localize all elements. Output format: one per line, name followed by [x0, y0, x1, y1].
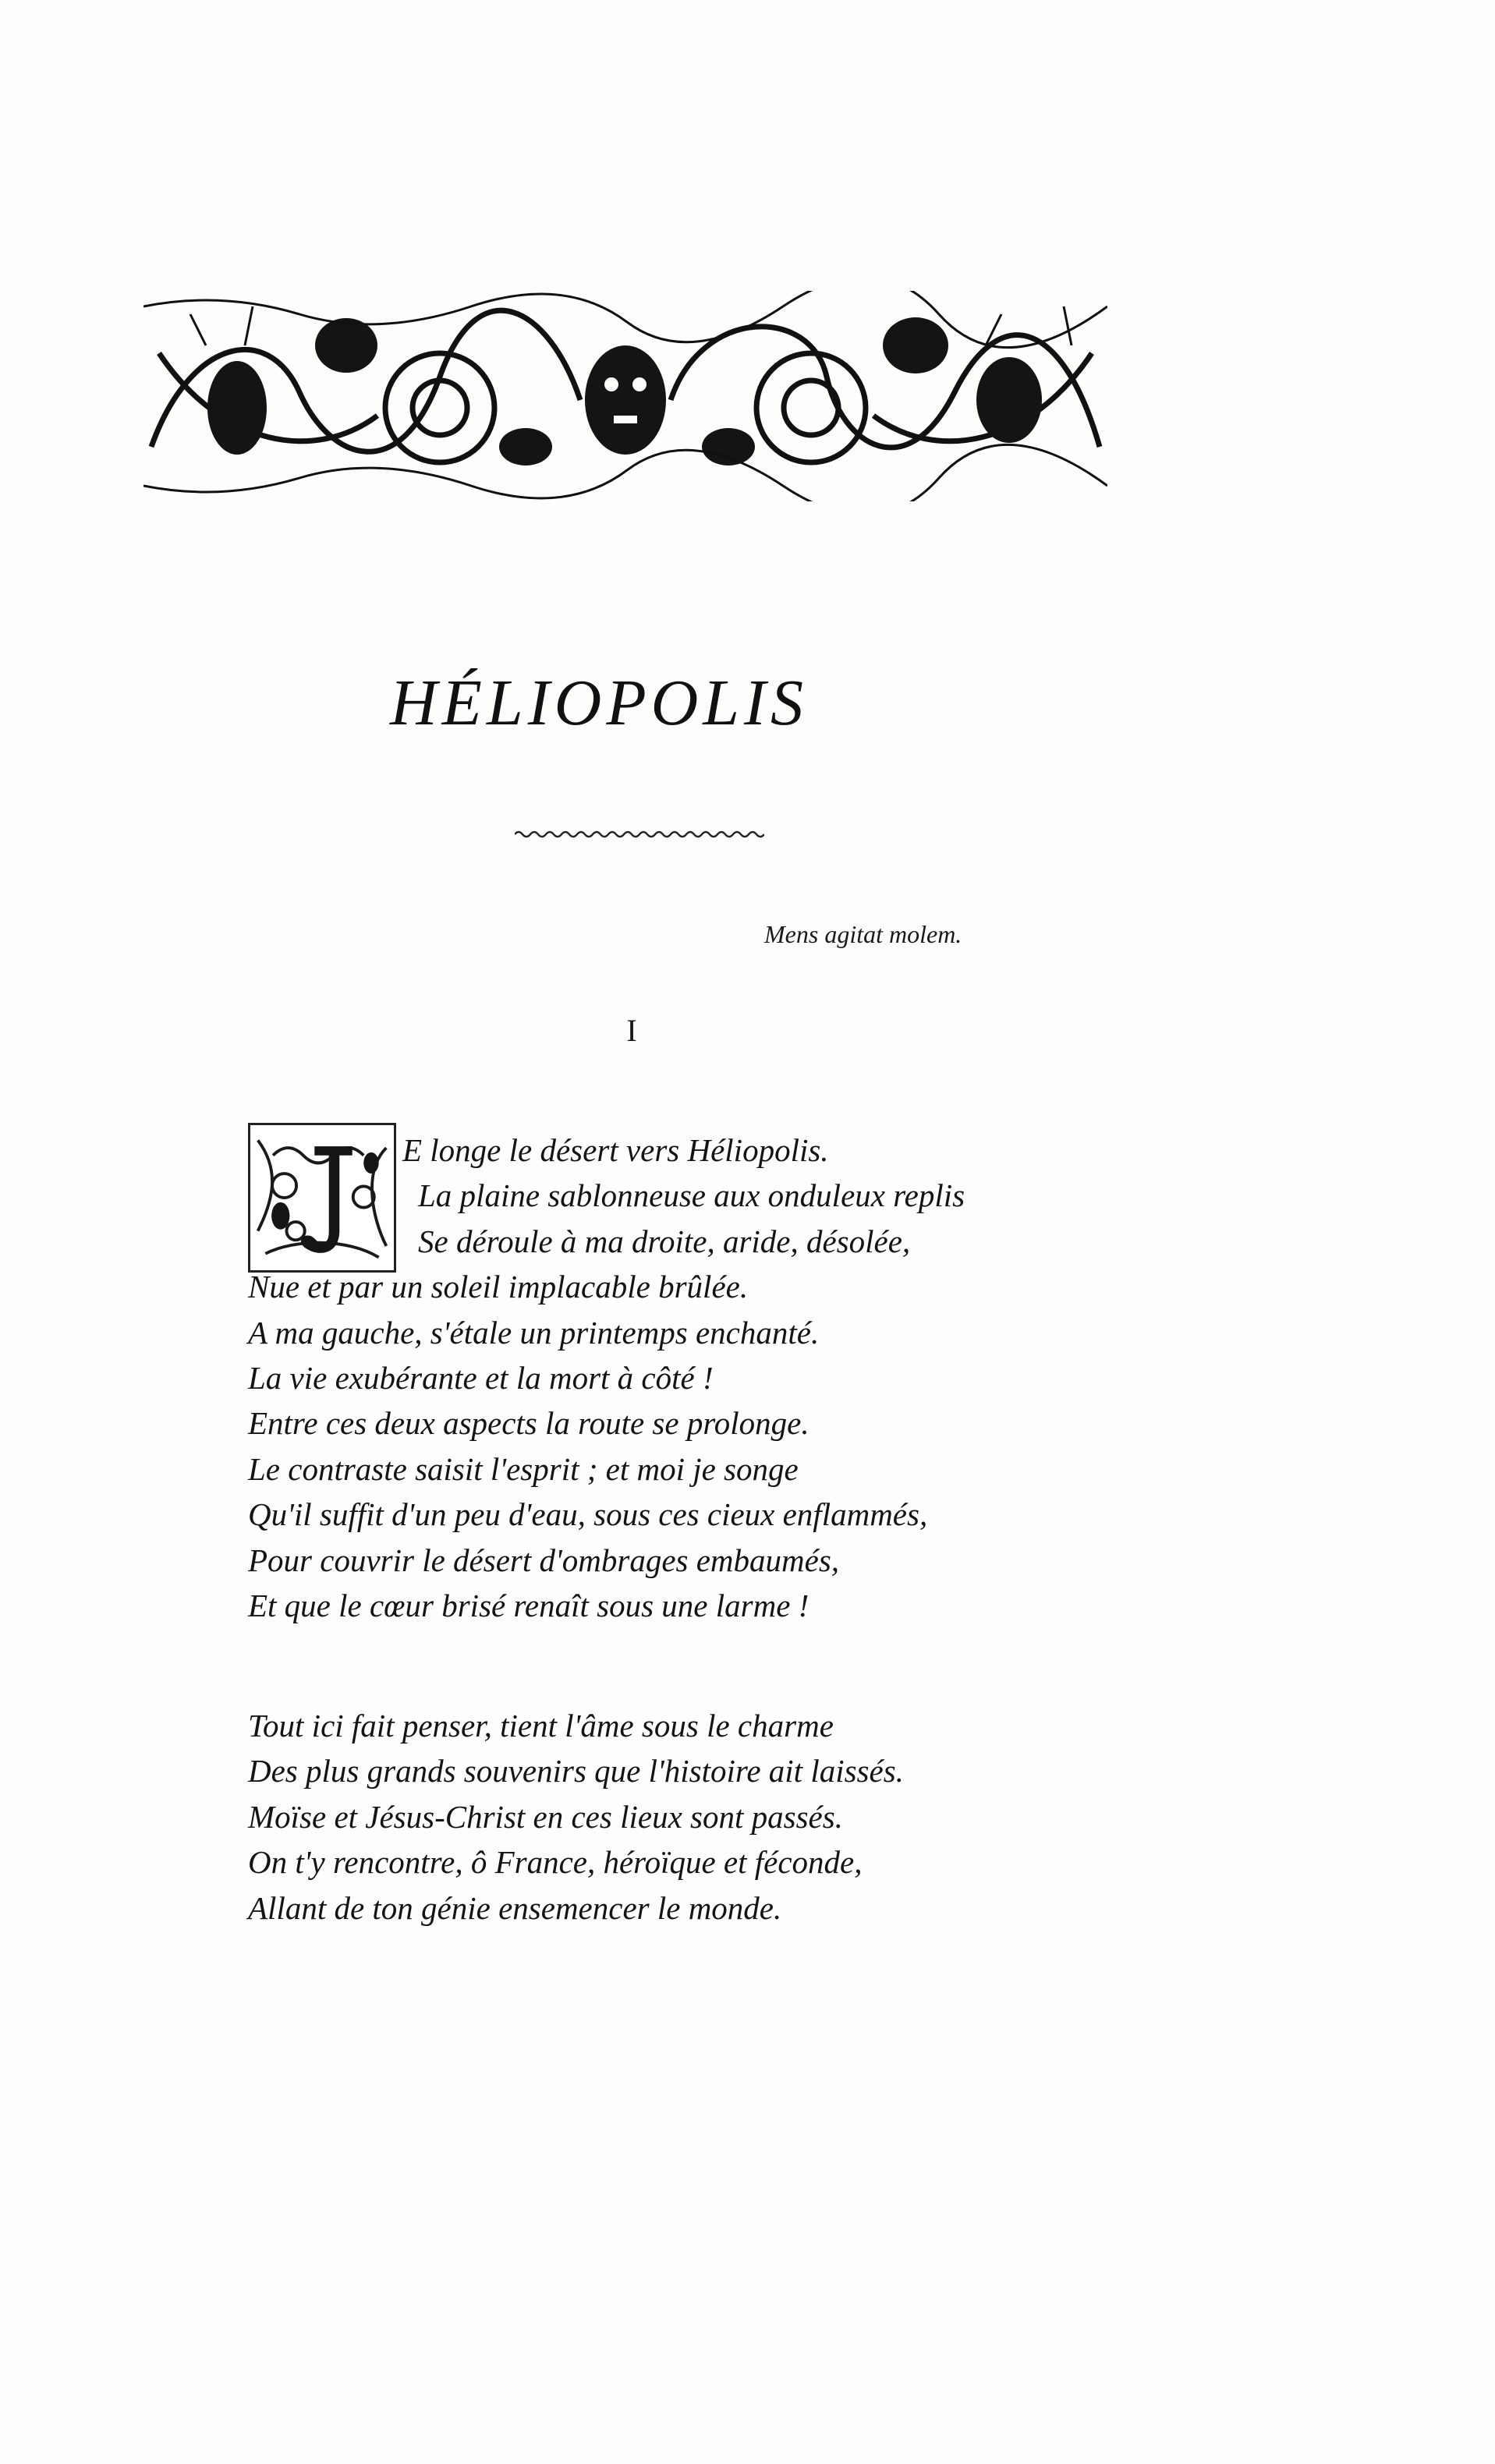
verse-line: A ma gauche, s'étale un printemps enchanté. — [248, 1314, 820, 1351]
stanza-2 — [248, 1703, 904, 1931]
section-number: I — [626, 1013, 637, 1048]
verse-line: Le contraste saisit l'esprit ; et moi je songe — [248, 1450, 799, 1487]
verse-line: La vie exubérante et la mort à côté ! — [248, 1359, 714, 1396]
verse-line: Allant de ton génie ensemencer le monde. — [248, 1889, 782, 1926]
verse-line: Nue et par un soleil implacable brûlée. — [248, 1269, 749, 1305]
verse-line: On t'y rencontre, ô France, héroïque et féconde, — [248, 1844, 863, 1881]
epigraph: Mens agitat molem. — [764, 920, 962, 948]
stanza-1 — [248, 1128, 965, 1628]
ornamental-headpiece-icon — [143, 291, 1107, 501]
verse-line: Entre ces deux aspects la route se prolonge. — [248, 1405, 809, 1442]
verse-line: Qu'il suffit d'un peu d'eau, sous ces cieux enflammés, — [248, 1496, 928, 1533]
page-title: HÉLIOPOLIS — [390, 667, 808, 739]
verse-line: Et que le cœur brisé renaît sous une larme ! — [248, 1587, 809, 1623]
verse-line: La plaine sablonneuse aux onduleux replis — [418, 1177, 965, 1214]
verse-line: Pour couvrir le désert d'ombrages embaumés, — [248, 1542, 840, 1578]
verse-line: Des plus grands souvenirs que l'histoire ait laissés. — [248, 1753, 904, 1790]
verse-line: Tout ici fait penser, tient l'âme sous le charme — [248, 1708, 834, 1744]
verse-line: E longe le désert vers Héliopolis. — [402, 1132, 829, 1168]
wavy-divider-icon — [515, 827, 764, 842]
verse-line: Moïse et Jésus-Christ en ces lieux sont passés. — [248, 1798, 843, 1835]
verse-line: Se déroule à ma droite, aride, désolée, — [418, 1223, 911, 1259]
